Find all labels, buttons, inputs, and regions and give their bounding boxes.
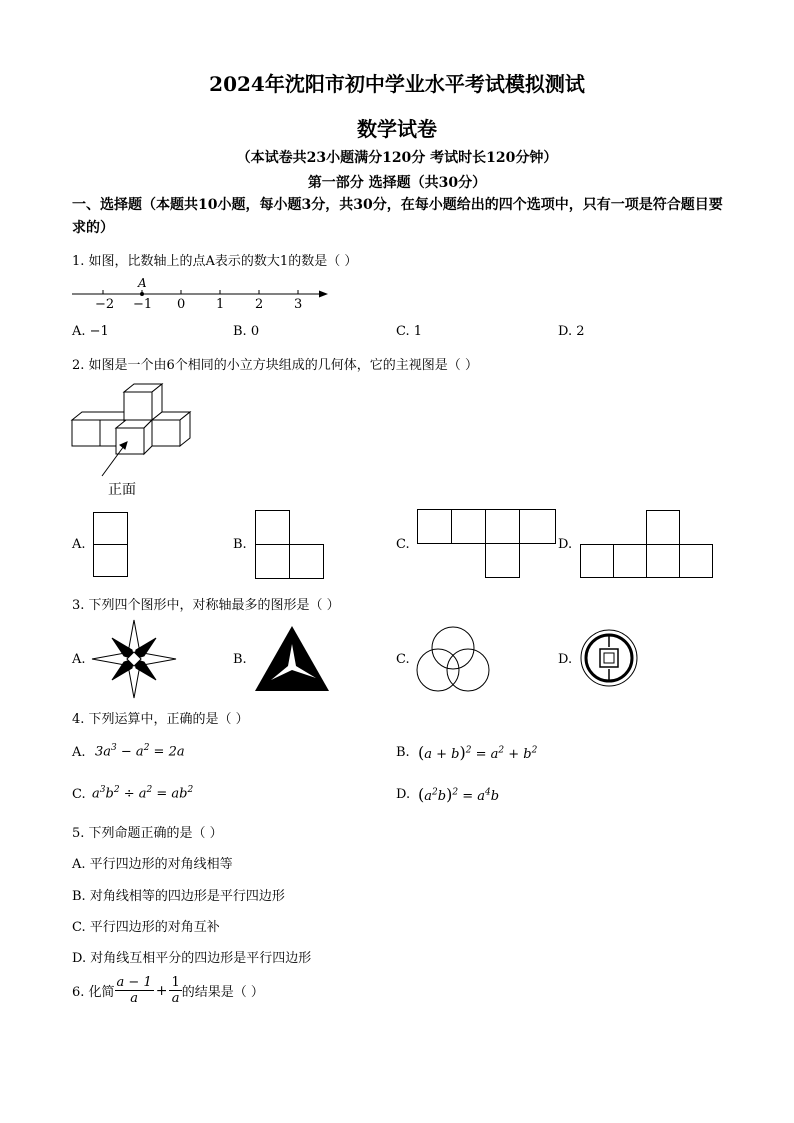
- question-1-stem: 1. 如图，比数轴上的点A表示的数大1的数是（ ）: [72, 254, 358, 269]
- question-6-prefix: 6. 化简: [72, 985, 115, 1000]
- tick-label: 1: [216, 297, 225, 312]
- question-2-stem: 2. 如图是一个由6个相同的小立方块组成的几何体，它的主视图是（ ）: [72, 358, 478, 373]
- option-c[interactable]: C. 平行四边形的对角互补: [72, 920, 220, 935]
- option-d[interactable]: D.: [558, 537, 573, 552]
- option-a[interactable]: A.: [72, 537, 86, 552]
- triangle-shuriken-figure: [254, 626, 330, 692]
- section-heading: 一、选择题（本题共10小题，每小题3分，共30分，在每小题给出的四个选项中，只有一项是符合题目要求的）: [72, 197, 723, 236]
- question-4-stem: 4. 下列运算中，正确的是（ ）: [72, 712, 249, 727]
- front-view-label: 正面: [108, 482, 136, 498]
- option-a-expression: $3a^3 - a^2 = 2a$: [95, 743, 185, 760]
- option-b[interactable]: B.: [233, 537, 247, 552]
- option-d[interactable]: D. 2: [558, 324, 585, 339]
- cube-solid-figure: [72, 382, 202, 482]
- three-circles-figure: [416, 626, 490, 692]
- option-c[interactable]: C.: [396, 652, 410, 667]
- option-d[interactable]: D.: [396, 787, 411, 802]
- option-c[interactable]: C.: [396, 537, 410, 552]
- exam-info: （本试卷共23小题满分120分 考试时长120分钟）: [236, 150, 558, 166]
- tick-label: −2: [95, 297, 115, 312]
- tick-label: 2: [255, 297, 264, 312]
- option-b[interactable]: B.: [233, 652, 247, 667]
- option-b[interactable]: B. 对角线相等的四边形是平行四边形: [72, 889, 285, 904]
- question-5-stem: 5. 下列命题正确的是（ ）: [72, 826, 223, 841]
- option-a[interactable]: A. 平行四边形的对角线相等: [72, 857, 233, 872]
- page-title: 2024年沈阳市初中学业水平考试模拟测试: [209, 72, 585, 96]
- fraction-1-over-a: $\frac{1}{a}$: [171, 975, 180, 1006]
- tick-label: −1: [133, 297, 153, 312]
- fraction-a-minus-1-over-a: $\frac{a - 1}{a}$: [116, 975, 152, 1006]
- point-a-label: A: [138, 276, 147, 290]
- option-b-figure: [255, 510, 327, 580]
- option-a[interactable]: A. −1: [72, 324, 109, 339]
- question-6-suffix: 的结果是（ ）: [181, 985, 264, 1000]
- part-heading: 第一部分 选择题（共30分）: [307, 175, 487, 191]
- question-6-stem: [72, 975, 264, 1006]
- option-b[interactable]: B.: [396, 745, 410, 760]
- plus-sign: +: [155, 982, 168, 999]
- option-d[interactable]: D.: [558, 652, 573, 667]
- question-3-stem: 3. 下列四个图形中，对称轴最多的图形是（ ）: [72, 598, 340, 613]
- option-d-expression: $(a^2b)^2 = a^4b$: [418, 785, 500, 804]
- option-c[interactable]: C. 1: [396, 324, 423, 339]
- option-c-expression: $a^3b^2 \div a^2 = ab^2$: [92, 785, 194, 802]
- option-a[interactable]: A.: [72, 745, 86, 760]
- option-c-figure: [417, 509, 559, 581]
- coin-figure: [580, 629, 640, 689]
- option-d-figure: [580, 510, 716, 580]
- paper-subtitle: 数学试卷: [357, 117, 437, 141]
- option-a-figure: [93, 512, 129, 578]
- option-d[interactable]: D. 对角线互相平分的四边形是平行四边形: [72, 951, 312, 966]
- option-b[interactable]: B. 0: [233, 324, 260, 339]
- option-b-expression: $(a + b)^2 = a^2 + b^2$: [418, 743, 538, 762]
- tick-label: 3: [294, 297, 303, 312]
- option-a[interactable]: A.: [72, 652, 86, 667]
- option-c[interactable]: C.: [72, 787, 86, 802]
- tick-label: 0: [177, 297, 186, 312]
- compass-star-figure: [92, 620, 176, 698]
